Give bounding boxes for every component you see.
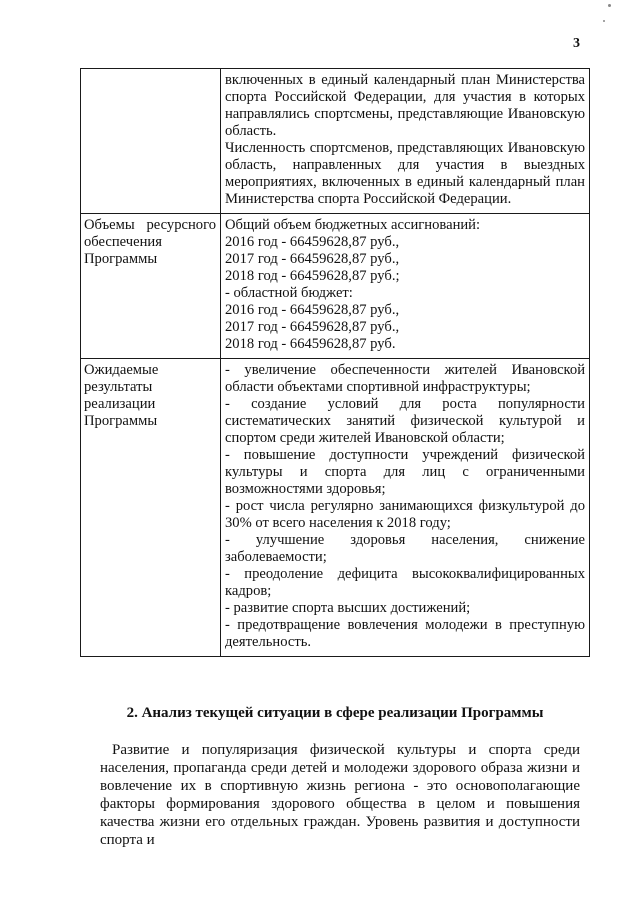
content-line: - преодоление дефицита высококвалифицированных кадров; — [225, 566, 585, 599]
row-label — [81, 69, 221, 214]
content-line: - рост числа регулярно занимающихся физкультурой до 30% от всего населения к 2018 году; — [225, 498, 585, 531]
table-row — [81, 214, 590, 359]
content-line: 2017 год - 66459628,87 руб., — [225, 319, 400, 335]
content-line: Общий объем бюджетных ассигнований: — [225, 217, 481, 233]
body-paragraph-text: Развитие и популяризация физической культуры и спорта среди населения, пропаганда среди детей и молодежи здорового образа жизни и вовлечение их в спортивную жизнь региона - это основополагающие факторы формирования здорового общества в целом и повышения качества жизни его отдельных граждан. Уровень развития и доступности спорта и — [100, 742, 580, 848]
row-label: Ожидаемые результаты реализации Программы — [81, 359, 221, 657]
scan-speck — [608, 4, 611, 7]
program-passport-table — [80, 68, 590, 657]
content-line: 2016 год - 66459628,87 руб., — [225, 234, 400, 250]
content-line: - областной бюджет: — [225, 285, 353, 301]
content-line: - улучшение здоровья населения, снижение заболеваемости; — [225, 532, 585, 565]
content-line: включенных в единый календарный план Министерства спорта Российской Федерации, для участия в которых направлялись спортсмены, представляющие Ивановскую область. — [225, 72, 585, 139]
content-line: - развитие спорта высших достижений; — [225, 600, 471, 616]
content-line: 2018 год - 66459628,87 руб.; — [225, 268, 400, 284]
content-line: - предотвращение вовлечения молодежи в преступную деятельность. — [225, 617, 585, 650]
scan-speck — [603, 20, 605, 22]
table-row — [81, 359, 590, 657]
content-line: Численность спортсменов, представляющих Ивановскую область, направленных для участия в выездных мероприятиях, включенных в единый календарный план Министерства спорта Российской Федерации. — [225, 140, 585, 207]
content-line: - повышение доступности учреждений физической культуры и спорта для лиц с ограниченными возможностями здоровья; — [225, 447, 585, 497]
row-content — [221, 359, 590, 657]
row-label: Объемы ресурсного обеспечения Программы — [81, 214, 221, 359]
content-line: 2017 год - 66459628,87 руб., — [225, 251, 400, 267]
body-paragraph — [100, 741, 580, 849]
section-heading: 2. Анализ текущей ситуации в сфере реализации Программы — [126, 705, 544, 721]
page-number: 3 — [573, 36, 580, 51]
content-line: - увеличение обеспеченности жителей Ивановской области объектами спортивной инфраструктуры; — [225, 362, 585, 395]
content-line: 2016 год - 66459628,87 руб., — [225, 302, 400, 318]
row-content — [221, 214, 590, 359]
row-content — [221, 69, 590, 214]
content-line: - создание условий для роста популярности систематических занятий физической культурой и спортом среди жителей Ивановской области; — [225, 396, 585, 446]
content-line: 2018 год - 66459628,87 руб. — [225, 336, 396, 352]
table-row — [81, 69, 590, 214]
